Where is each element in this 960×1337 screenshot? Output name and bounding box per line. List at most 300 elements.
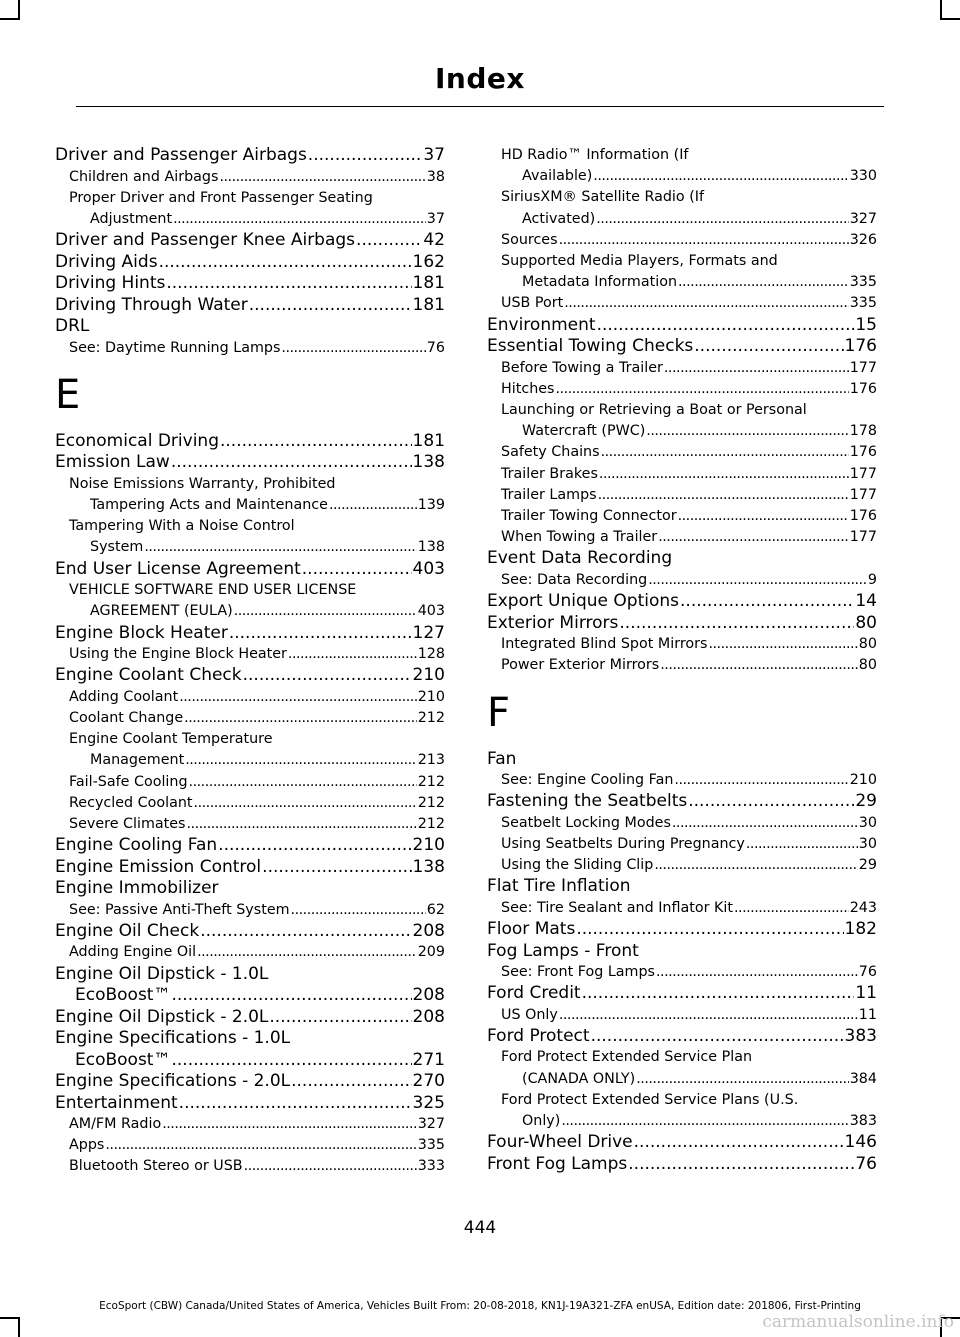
page-ref[interactable]: 146	[844, 1132, 877, 1153]
leader-dots	[144, 537, 416, 558]
page-ref[interactable]: 383	[849, 1113, 877, 1130]
entry-continuation: EcoBoost™	[75, 1049, 171, 1070]
leader-dots	[648, 570, 867, 591]
entry-text: Engine Oil Dipstick - 1.0L	[55, 963, 269, 984]
leader-dots	[576, 919, 843, 941]
index-subentry	[55, 474, 445, 516]
entry-text: See: Passive Anti-Theft System	[69, 901, 290, 918]
index-entry	[55, 145, 445, 167]
index-subentry	[487, 145, 877, 187]
entry-text: See: Engine Cooling Fan	[501, 772, 674, 789]
leader-dots	[356, 230, 422, 252]
entry-text: Launching or Retrieving a Boat or Personal	[501, 402, 807, 419]
page-ref[interactable]: 325	[412, 1092, 445, 1113]
index-subentry	[55, 644, 445, 665]
entry-text: Children and Airbags	[69, 168, 219, 185]
page-ref[interactable]: 181	[412, 273, 445, 294]
leader-dots	[179, 687, 416, 708]
leader-dots	[200, 921, 411, 943]
entry-text: Integrated Blind Spot Mirrors	[501, 636, 708, 653]
entry-text: Engine Specifications - 1.0L	[55, 1028, 291, 1049]
entry-text: Trailer Brakes	[501, 465, 598, 482]
entry-text: Adding Engine Oil	[69, 944, 197, 961]
page-ref[interactable]: 80	[858, 657, 877, 674]
entry-line	[55, 537, 445, 558]
page-ref[interactable]: 127	[412, 622, 445, 643]
index-subentry	[487, 358, 877, 379]
page-ref[interactable]: 403	[417, 603, 445, 620]
entry-text: Engine Emission Control	[55, 856, 262, 877]
index-subentry	[487, 1005, 877, 1026]
index-subentry	[55, 188, 445, 230]
index-subentry	[487, 634, 877, 655]
leader-dots	[219, 167, 425, 188]
index-subentry	[55, 580, 445, 622]
page-ref[interactable]: 212	[417, 773, 445, 790]
page-ref[interactable]: 333	[417, 1158, 445, 1175]
leader-dots	[173, 209, 426, 230]
leader-dots	[179, 1093, 412, 1115]
entry-continuation: AGREEMENT (EULA)	[90, 603, 233, 620]
index-entry	[55, 1093, 445, 1115]
entry-text: Ford Protect Extended Service Plan	[501, 1049, 753, 1066]
page-ref[interactable]: 177	[849, 486, 877, 503]
index-subentry	[487, 527, 877, 548]
leader-dots	[598, 485, 849, 506]
entry-text: See: Daytime Running Lamps	[69, 339, 281, 356]
leader-dots	[194, 793, 417, 814]
leader-dots	[559, 230, 849, 251]
entry-text: When Towing a Trailer	[501, 529, 658, 546]
page-ref[interactable]: 177	[849, 529, 877, 546]
page-ref[interactable]: 271	[412, 1049, 445, 1070]
index-entry	[55, 1007, 445, 1029]
index-subentry	[487, 230, 877, 251]
leader-dots	[672, 813, 858, 834]
page-ref[interactable]: 14	[855, 591, 877, 612]
entry-line	[55, 209, 445, 230]
entry-text: Coolant Change	[69, 709, 184, 726]
index-entry	[55, 431, 445, 453]
entry-text: Recycled Coolant	[69, 794, 193, 811]
entry-text: End User License Agreement	[55, 558, 301, 579]
index-entry: Event Data Recording	[487, 548, 673, 569]
leader-dots	[628, 1154, 854, 1176]
page-ref[interactable]: 138	[412, 452, 445, 473]
leader-dots	[664, 358, 849, 379]
page-ref[interactable]: 30	[858, 835, 877, 852]
leader-dots	[249, 295, 412, 317]
index-entry	[55, 857, 445, 879]
entry-continuation: Watercraft (PWC)	[522, 423, 646, 440]
page-ref[interactable]: 181	[412, 430, 445, 451]
page-ref[interactable]: 42	[423, 230, 445, 251]
entry-line	[55, 985, 445, 1007]
index-entry	[55, 921, 445, 943]
leader-dots	[166, 273, 411, 295]
index-entry	[55, 559, 445, 581]
page-number: 444	[463, 1218, 497, 1238]
leader-dots	[159, 252, 412, 274]
leader-dots	[688, 791, 854, 813]
footer-edition-info: EcoSport (CBW) Canada/United States of America, Vehicles Built From: 20-08-2018, KN1J-19A321-ZFA enUSA, Edition date: 201806, First-Printing	[99, 1300, 861, 1312]
leader-dots	[660, 655, 858, 676]
entry-text: Using the Sliding Clip	[501, 857, 654, 874]
entry-text: USB Port	[501, 295, 564, 312]
index-entry	[55, 623, 445, 645]
page-ref[interactable]: 327	[849, 210, 877, 227]
entry-text: See: Front Fog Lamps	[501, 964, 655, 981]
index-entry: Fan	[487, 748, 517, 769]
watermark: carmanualsonline.info	[762, 1312, 954, 1332]
page-ref[interactable]: 76	[855, 1153, 877, 1174]
page-ref[interactable]: 335	[849, 274, 877, 291]
index-entry	[55, 964, 445, 1007]
leader-dots	[308, 145, 423, 167]
page-ref[interactable]: 210	[417, 688, 445, 705]
index-subentry	[55, 729, 445, 771]
leader-dots	[281, 338, 425, 359]
entry-text: Floor Mats	[487, 919, 576, 940]
leader-dots	[694, 336, 843, 358]
section-letter: F	[487, 689, 511, 736]
page-ref[interactable]: 178	[849, 423, 877, 440]
page-ref[interactable]: 177	[849, 465, 877, 482]
page-ref[interactable]: 37	[423, 145, 445, 165]
page-ref[interactable]: 212	[417, 815, 445, 832]
leader-dots	[218, 835, 411, 857]
entry-text: Engine Block Heater	[55, 622, 228, 643]
section-letter: E	[55, 371, 81, 418]
entry-text: Four-Wheel Drive	[487, 1132, 633, 1153]
page-ref[interactable]: 210	[412, 835, 445, 856]
leader-dots	[708, 634, 857, 655]
entry-text: Supported Media Players, Formats and	[501, 253, 778, 270]
page-ref[interactable]: 210	[849, 772, 877, 789]
page-ref[interactable]: 76	[858, 964, 877, 981]
index-subentry	[487, 570, 877, 591]
crop-mark	[940, 18, 960, 20]
page-ref[interactable]: 403	[412, 558, 445, 579]
index-subentry	[55, 772, 445, 793]
entry-text: Engine Coolant Check	[55, 665, 242, 686]
entry-text: Tampering With a Noise Control	[69, 518, 295, 535]
entry-text: Trailer Towing Connector	[501, 508, 677, 525]
page-ref[interactable]: 76	[426, 339, 445, 356]
leader-dots	[582, 983, 855, 1005]
entry-text: Trailer Lamps	[501, 486, 597, 503]
index-subentry	[55, 167, 445, 188]
page-ref[interactable]: 384	[849, 1070, 877, 1087]
entry-text: Adding Coolant	[69, 688, 179, 705]
page-ref[interactable]: 29	[858, 857, 877, 874]
crop-mark	[18, 0, 20, 20]
leader-dots	[634, 1132, 844, 1154]
leader-dots	[269, 1007, 411, 1029]
page-ref[interactable]: 128	[417, 646, 445, 663]
leader-dots	[556, 379, 849, 400]
leader-dots	[171, 1050, 411, 1072]
crop-mark	[940, 0, 942, 20]
entry-text: Front Fog Lamps	[487, 1153, 628, 1174]
index-subentry	[487, 855, 877, 876]
page-ref[interactable]: 270	[412, 1071, 445, 1092]
page-ref[interactable]: 11	[855, 983, 877, 1004]
entry-text: Driving Hints	[55, 273, 166, 294]
entry-text: Fail-Safe Cooling	[69, 773, 188, 790]
leader-dots	[678, 272, 849, 293]
index-entry	[487, 791, 877, 813]
entry-text: Fastening the Seatbelts	[487, 791, 688, 812]
crop-mark	[0, 18, 20, 20]
leader-dots	[734, 898, 849, 919]
index-subentry	[487, 293, 877, 314]
entry-text: Severe Climates	[69, 815, 186, 832]
leader-dots	[559, 1005, 858, 1026]
index-entry	[487, 336, 877, 358]
index-subentry	[487, 464, 877, 485]
entry-text: AM/FM Radio	[69, 1116, 162, 1133]
page-ref[interactable]: 212	[417, 794, 445, 811]
index-subentry	[55, 338, 445, 359]
entry-text: Engine Coolant Temperature	[69, 731, 273, 748]
entry-continuation: Activated)	[522, 210, 596, 227]
leader-dots	[746, 834, 858, 855]
index-subentry	[487, 770, 877, 791]
index-subentry	[487, 400, 877, 442]
leader-dots	[599, 464, 849, 485]
page-ref[interactable]: 213	[417, 752, 445, 769]
leader-dots	[593, 166, 848, 187]
entry-text: Apps	[69, 1137, 105, 1154]
index-subentry	[55, 900, 445, 921]
page-title: Index	[435, 62, 525, 95]
page-ref[interactable]: 326	[849, 231, 877, 248]
entry-continuation: System	[90, 539, 144, 556]
page-ref[interactable]: 176	[849, 444, 877, 461]
leader-dots	[220, 431, 412, 453]
page-ref[interactable]: 208	[412, 1006, 445, 1027]
page-ref[interactable]: 80	[858, 636, 877, 653]
leader-dots	[291, 1071, 411, 1093]
entry-line	[487, 272, 877, 293]
page-ref[interactable]: 176	[849, 380, 877, 397]
entry-line	[55, 1050, 445, 1072]
entry-continuation: (CANADA ONLY)	[522, 1070, 636, 1087]
entry-text: Engine Cooling Fan	[55, 835, 218, 856]
leader-dots	[646, 421, 848, 442]
leader-dots	[243, 665, 412, 687]
entry-text: US Only	[501, 1006, 558, 1023]
page-ref[interactable]: 80	[855, 612, 877, 633]
leader-dots	[596, 209, 848, 230]
leader-dots	[656, 962, 858, 983]
leader-dots	[636, 1069, 848, 1090]
leader-dots	[329, 495, 417, 516]
page-ref[interactable]: 335	[849, 295, 877, 312]
entry-text: Hitches	[501, 380, 555, 397]
page-ref[interactable]: 330	[849, 168, 877, 185]
index-subentry	[55, 942, 445, 963]
page-ref[interactable]: 209	[417, 944, 445, 961]
entry-text: VEHICLE SOFTWARE END USER LICENSE	[69, 582, 357, 599]
entry-text: Economical Driving	[55, 430, 219, 451]
entry-text: Emission Law	[55, 452, 170, 473]
leader-dots	[171, 452, 412, 474]
entry-text: Safety Chains	[501, 444, 600, 461]
leader-dots	[564, 293, 848, 314]
index-column-left	[55, 145, 445, 1178]
entry-continuation: EcoBoost™	[75, 985, 171, 1006]
page-ref[interactable]: 208	[412, 985, 445, 1006]
index-entry: Flat Tire Inflation	[487, 876, 631, 897]
leader-dots	[105, 1135, 416, 1156]
leader-dots	[187, 814, 417, 835]
leader-dots	[185, 750, 417, 771]
index-subentry	[55, 1114, 445, 1135]
index-subentry	[487, 251, 877, 293]
leader-dots	[171, 985, 411, 1007]
entry-text: Export Unique Options	[487, 591, 680, 612]
leader-dots	[680, 591, 854, 613]
entry-text: Driver and Passenger Airbags	[55, 145, 307, 165]
page-ref[interactable]: 212	[417, 709, 445, 726]
leader-dots	[678, 506, 849, 527]
leader-dots	[291, 900, 426, 921]
page-ref[interactable]: 327	[417, 1116, 445, 1133]
page-ref[interactable]: 335	[417, 1137, 445, 1154]
leader-dots	[189, 772, 417, 793]
page-ref[interactable]: 9	[867, 571, 877, 588]
entry-continuation: Metadata Information	[522, 274, 678, 291]
entry-continuation: Tampering Acts and Maintenance	[90, 497, 328, 514]
page-ref[interactable]: 243	[849, 899, 877, 916]
index-subentry	[55, 1156, 445, 1177]
index-entry	[55, 230, 445, 252]
entry-continuation: Management	[90, 752, 185, 769]
index-entry: Engine Immobilizer	[55, 878, 219, 899]
entry-line	[487, 1069, 877, 1090]
page-ref[interactable]: 29	[855, 791, 877, 812]
page-ref[interactable]: 210	[412, 665, 445, 686]
page-ref[interactable]: 138	[417, 539, 445, 556]
index-subentry	[487, 506, 877, 527]
entry-text: Bluetooth Stereo or USB	[69, 1158, 243, 1175]
page-ref[interactable]: 162	[412, 251, 445, 272]
crop-mark	[18, 1317, 20, 1337]
index-entry	[55, 273, 445, 295]
index-subentry	[487, 485, 877, 506]
index-entry	[487, 315, 877, 337]
index-subentry	[487, 1047, 877, 1089]
entry-line	[487, 209, 877, 230]
leader-dots	[658, 527, 849, 548]
leader-dots	[674, 770, 848, 791]
leader-dots	[561, 1111, 848, 1132]
index-subentry	[487, 442, 877, 463]
entry-text: Sources	[501, 231, 558, 248]
index-entry: DRL	[55, 316, 90, 337]
index-entry: Fog Lamps - Front	[487, 940, 639, 961]
page-ref[interactable]: 30	[858, 814, 877, 831]
entry-text: Entertainment	[55, 1092, 178, 1113]
leader-dots	[302, 559, 412, 581]
page-ref[interactable]: 139	[417, 497, 445, 514]
index-entry	[55, 295, 445, 317]
index-subentry	[487, 1090, 877, 1132]
entry-line	[487, 1111, 877, 1132]
entry-text: See: Tire Sealant and Inflator Kit	[501, 899, 733, 916]
page-ref[interactable]: 181	[412, 294, 445, 315]
entry-line	[55, 495, 445, 516]
entry-line	[55, 750, 445, 771]
page-ref[interactable]: 38	[426, 168, 445, 185]
entry-text: Ford Credit	[487, 983, 581, 1004]
entry-text: Exterior Mirrors	[487, 612, 619, 633]
entry-text: Environment	[487, 314, 596, 335]
page-ref[interactable]: 208	[412, 920, 445, 941]
entry-text: Noise Emissions Warranty, Prohibited	[69, 475, 336, 492]
index-entry	[487, 591, 877, 613]
entry-text: See: Data Recording	[501, 571, 648, 588]
index-subentry	[55, 814, 445, 835]
page-ref[interactable]: 182	[844, 919, 877, 940]
index-subentry	[487, 813, 877, 834]
index-entry	[55, 835, 445, 857]
index-entry	[487, 983, 877, 1005]
page-ref[interactable]: 383	[844, 1025, 877, 1046]
entry-text: Driver and Passenger Knee Airbags	[55, 230, 356, 251]
leader-dots	[591, 1026, 844, 1048]
page-ref[interactable]: 177	[849, 359, 877, 376]
index-subentry	[487, 379, 877, 400]
page-ref[interactable]: 176	[849, 508, 877, 525]
leader-dots	[601, 442, 849, 463]
leader-dots	[262, 857, 411, 879]
index-entry	[55, 1028, 445, 1071]
index-entry	[55, 1071, 445, 1093]
index-entry	[487, 919, 877, 941]
page-ref[interactable]: 11	[858, 1006, 877, 1023]
entry-line	[487, 421, 877, 442]
page-ref[interactable]: 15	[855, 314, 877, 335]
entry-text: Engine Oil Dipstick - 2.0L	[55, 1006, 269, 1027]
entry-continuation: Only)	[522, 1113, 561, 1130]
entry-text: Driving Through Water	[55, 294, 248, 315]
entry-line	[487, 166, 877, 187]
entry-text: Power Exterior Mirrors	[501, 657, 660, 674]
entry-text: Proper Driver and Front Passenger Seating	[69, 189, 373, 206]
entry-text: Using the Engine Block Heater	[69, 646, 287, 663]
index-entry	[487, 1154, 877, 1176]
index-subentry	[55, 793, 445, 814]
index-entry	[487, 1026, 877, 1048]
entry-text: Before Towing a Trailer	[501, 359, 663, 376]
page-ref[interactable]: 138	[412, 856, 445, 877]
entry-text: Seatbelt Locking Modes	[501, 814, 671, 831]
entry-text: Using Seatbelts During Pregnancy	[501, 835, 745, 852]
index-subentry	[55, 516, 445, 558]
entry-text: SiriusXM® Satellite Radio (If	[501, 189, 705, 206]
page-ref[interactable]: 62	[426, 901, 445, 918]
page-ref[interactable]: 176	[844, 336, 877, 357]
leader-dots	[654, 855, 857, 876]
entry-text: Driving Aids	[55, 251, 158, 272]
entry-text: Ford Protect	[487, 1025, 590, 1046]
leader-dots	[234, 601, 417, 622]
index-subentry	[55, 1135, 445, 1156]
page-ref[interactable]: 37	[426, 210, 445, 227]
